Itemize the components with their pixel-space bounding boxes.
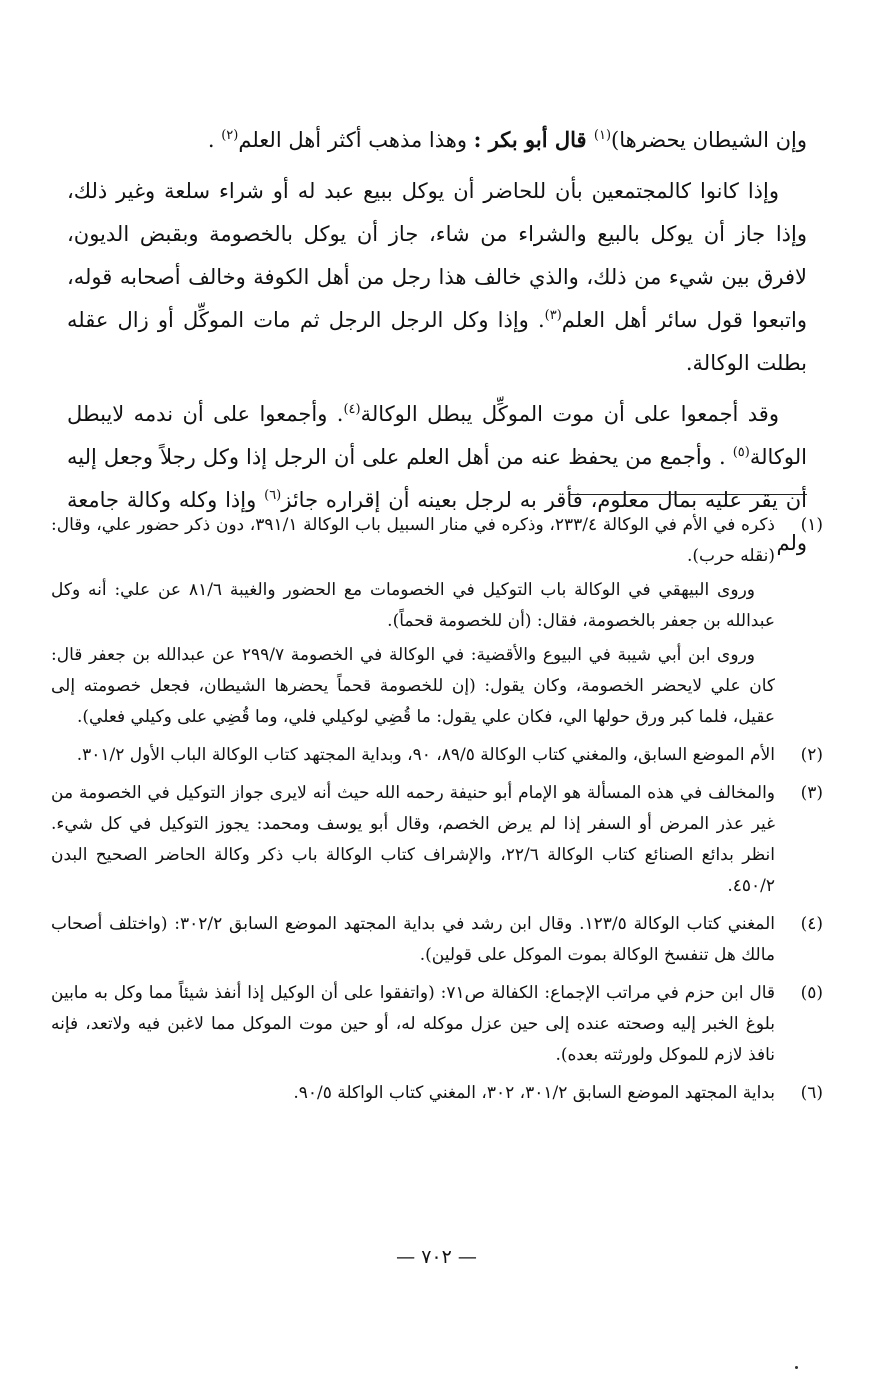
footnote-ref[interactable]: (١) <box>593 128 612 143</box>
paragraph-2 <box>67 170 807 385</box>
page-number: — ٧٠٢ — <box>396 1246 477 1268</box>
footnote-6 <box>51 1078 823 1112</box>
footnote-separator <box>569 494 807 495</box>
text-run: . <box>207 128 222 152</box>
footnote-body <box>51 740 775 774</box>
footnote-ref[interactable]: (٦) <box>264 488 282 503</box>
text-run: وإذا كانوا كالمجتمعين بأن للحاضر أن يوكل ببيع عبد له أو شراء سلعة وغير ذلك، وإذا جاز أن يوكل بالبيع والشراء من شاء، جاز أن يوكل بالخصومة وبقبض الديون، لافرق بين شيء من ذلك، والذي خالف هذا رجل من أهل الكوفة وخالف أصحابه قوله، واتبعوا قول سائر أهل العلم <box>67 179 807 332</box>
footnote-number: (٣) <box>800 783 823 803</box>
footnote-3 <box>51 778 823 905</box>
paragraph-1 <box>67 118 807 162</box>
footnote-text: المغني كتاب الوكالة ١٢٣/٥. وقال ابن رشد في بداية المجتهد الموضع السابق ٣٠٢/٢: (واختلف أصحاب مالك هل تنفسخ الوكالة بموت الموكل على قولين). <box>51 914 775 965</box>
footnote-number: (٢) <box>800 745 823 765</box>
text-run: . وأجمع من يحفظ عنه من أهل العلم على أن الرجل إذا وكل رجلاً وجعل إليه أن يقر عليه بمال معلوم، فأقر به لرجل بعينه أن إقراره جائز <box>67 445 807 512</box>
main-text <box>67 118 807 573</box>
footnote-ref[interactable]: (٢) <box>221 128 239 143</box>
footnote-body <box>51 510 775 736</box>
footnote-4 <box>51 909 823 974</box>
footnote-body <box>51 978 775 1074</box>
footnote-2 <box>51 740 823 774</box>
footnote-number: (٦) <box>800 1083 823 1103</box>
footnote-number: (١) <box>800 515 823 535</box>
footnote-text: وروى ابن أبي شيبة في البيوع والأقضية: في الوكالة في الخصومة ٢٩٩/٧ عن عبدالله بن جعفر قال: كان علي لايحضر الخصومة، وكان يقول: (إن للخصومة قحماً يحضرها الشيطان، فجعل خصومته إلى عقيل، فلما كبر ورق حولها الي، فكان علي يقول: ما قُضِي لوكيلي فلي، وما قُضِي على وكيلي فعلي). <box>51 645 775 727</box>
footnote-body <box>51 778 775 905</box>
text-run: وإذا وكله وكالة جامعة ولم <box>67 488 807 555</box>
speaker-label: قال أبو بكر : <box>473 127 594 152</box>
text-run: وقد أجمعوا على أن موت الموكِّل يبطل الوكالة <box>360 402 779 426</box>
footnote-ref[interactable]: (٥) <box>732 445 750 460</box>
text-run: . وإذا وكل الرجل الرجل ثم مات الموكِّل أو زال عقله بطلت الوكالة. <box>67 308 807 375</box>
footnote-text: قال ابن حزم في مراتب الإجماع: الكفالة ص٧١: (واتفقوا على أن الوكيل إذا أنفذ شيئاً مما وكل به مابين بلوغ الخبر إليه وصحته عنده إلى حين عزل موكله له، أو حين موت الموكل مما لاغبن فيه ولاتعد، فإنه نافذ لازم للموكل ولورثته بعده). <box>51 983 775 1065</box>
text-run: وإن الشيطان يحضرها) <box>611 128 807 152</box>
footnote-ref[interactable]: (٣) <box>544 308 562 323</box>
scan-speck <box>795 1366 798 1369</box>
text-run: . وأجمعوا على أن ندمه لايبطل الوكالة <box>67 402 807 469</box>
footnote-text: والمخالف في هذه المسألة هو الإمام أبو حنيفة رحمه الله حيث أنه لايرى جواز التوكيل في الخصومة من غير عذر المرض أو السفر إذا لم يرض الخصم، وقال أبو يوسف ومحمد: يجوز التوكيل في كل شيء. انظر بدائع الصنائع كتاب الوكالة ٢٢/٦، والإشراف كتاب الوكالة باب ذكر وكالة الحاضر الصحيح البدن ٤٥٠/٢. <box>51 783 775 896</box>
footnote-1 <box>51 510 823 736</box>
footnote-text: بداية المجتهد الموضع السابق ٣٠١/٢، ٣٠٢، المغني كتاب الواكلة ٩٠/٥. <box>293 1083 775 1103</box>
footnote-text: ذكره في الأم في الوكالة ٢٣٣/٤، وذكره في منار السبيل باب الوكالة ٣٩١/١، دون ذكر حضور علي، وقال: (نقله حرب). <box>51 515 775 566</box>
footnote-number: (٤) <box>800 914 823 934</box>
footnote-ref[interactable]: (٤) <box>343 402 361 417</box>
footnote-number: (٥) <box>800 983 823 1003</box>
footnote-body <box>51 909 775 974</box>
footnotes <box>51 510 823 1116</box>
footnote-5 <box>51 978 823 1074</box>
text-run: وهذا مذهب أكثر أهل العلم <box>238 128 474 152</box>
footnote-body <box>51 1078 775 1112</box>
footnote-text: الأم الموضع السابق، والمغني كتاب الوكالة ٨٩/٥، ٩٠، وبداية المجتهد كتاب الوكالة الباب الأول ٣٠١/٢. <box>76 745 775 765</box>
footnote-text: وروى البيهقي في الوكالة باب التوكيل في الخصومات مع الحضور والغيبة ٨١/٦ عن علي: أنه وكل عبدالله بن جعفر بالخصومة، فقال: (أن للخصومة قحماً). <box>51 580 775 631</box>
